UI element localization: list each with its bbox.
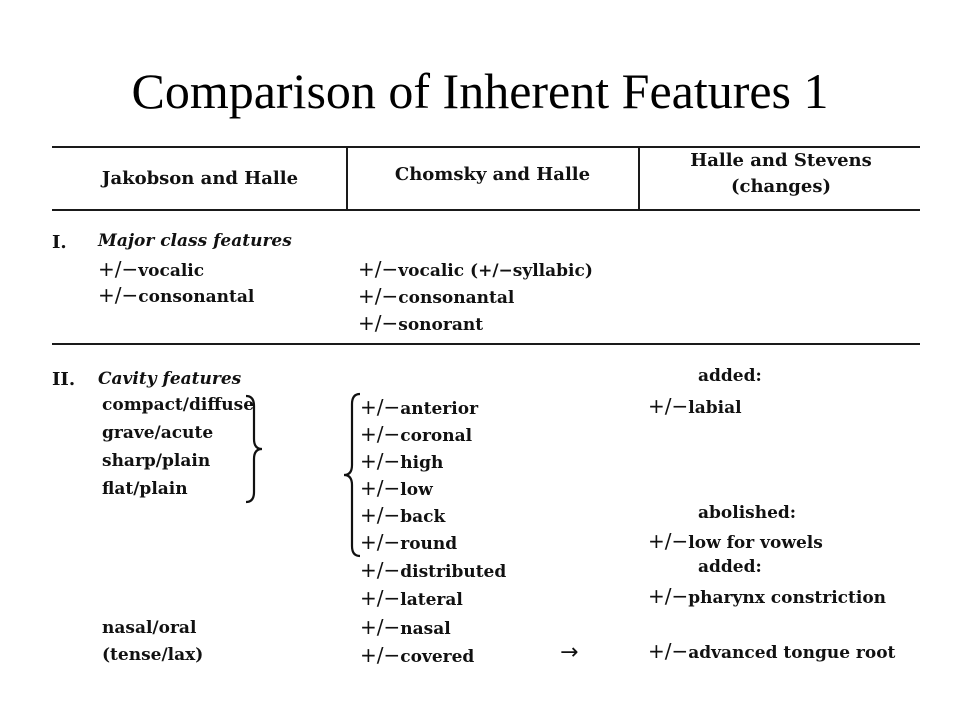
header-chomsky-halle: Chomsky and Halle <box>394 164 591 185</box>
feature-row <box>98 285 254 306</box>
plus-minus-sign: +/− <box>360 615 401 639</box>
feature-label: covered <box>400 647 475 667</box>
feature-row <box>358 259 593 280</box>
plus-minus-sign: +/− <box>360 643 401 667</box>
feature-label: coronal <box>400 426 473 446</box>
feature-row <box>98 259 204 280</box>
section-numeral: II. <box>52 369 76 390</box>
section-numeral: I. <box>52 232 67 253</box>
right-arrow-icon: → <box>560 640 579 665</box>
right-brace <box>244 394 266 504</box>
feature-label: labial <box>688 398 742 418</box>
feature-row <box>360 560 506 581</box>
column-divider-2 <box>638 146 640 210</box>
feature-label: (tense/lax) <box>102 645 204 665</box>
plus-minus-sign: +/− <box>358 284 399 308</box>
plus-minus-sign: +/− <box>648 639 689 663</box>
section-label: Cavity features <box>98 369 242 389</box>
plus-minus-sign: +/− <box>648 394 689 418</box>
feature-label: back <box>400 507 446 527</box>
feature-row <box>648 531 823 552</box>
header-halle-stevens: Halle and Stevens <box>690 150 872 171</box>
plus-minus-sign: +/− <box>358 311 399 335</box>
feature-row <box>360 451 443 472</box>
feature-row <box>360 424 472 445</box>
feature-label: anterior <box>400 399 479 419</box>
feature-label: advanced tongue root <box>688 643 896 663</box>
feature-label: sharp/plain <box>102 451 211 471</box>
plus-minus-sign: +/− <box>358 257 399 281</box>
feature-row <box>360 505 445 526</box>
feature-label: sonorant <box>398 315 484 335</box>
feature-label: compact/diffuse <box>102 395 255 415</box>
table-top-rule <box>52 146 920 148</box>
section-divider-rule <box>52 343 920 345</box>
section-label: Major class features <box>98 231 292 251</box>
feature-row <box>360 397 478 418</box>
feature-row <box>648 641 895 662</box>
header-halle-stevens-changes: (changes) <box>730 176 831 197</box>
left-brace <box>340 392 362 558</box>
plus-minus-sign: +/− <box>648 529 689 553</box>
plus-minus-sign: +/− <box>98 257 139 281</box>
feature-row <box>360 478 433 499</box>
feature-label: distributed <box>400 562 507 582</box>
feature-label: low <box>400 480 433 500</box>
feature-label: flat/plain <box>102 479 188 499</box>
change-note: added: <box>698 366 762 386</box>
feature-label: consonantal <box>138 287 255 307</box>
plus-minus-sign: +/− <box>360 530 401 554</box>
feature-label: nasal/oral <box>102 618 197 638</box>
feature-label: vocalic (+/−syllabic) <box>398 261 593 281</box>
header-jakobson-halle: Jakobson and Halle <box>101 168 299 189</box>
header-bottom-rule <box>52 209 920 211</box>
feature-row <box>360 645 474 666</box>
feature-label: low for vowels <box>688 533 823 553</box>
plus-minus-sign: +/− <box>98 283 139 307</box>
feature-row <box>648 396 742 417</box>
feature-row <box>360 617 451 638</box>
plus-minus-sign: +/− <box>648 584 689 608</box>
change-note: added: <box>698 557 762 577</box>
feature-row <box>358 313 483 334</box>
feature-label: round <box>400 534 458 554</box>
change-note: abolished: <box>698 503 797 523</box>
feature-row <box>360 588 463 609</box>
feature-row <box>648 586 886 607</box>
plus-minus-sign: +/− <box>360 503 401 527</box>
column-divider-1 <box>346 146 348 210</box>
plus-minus-sign: +/− <box>360 422 401 446</box>
plus-minus-sign: +/− <box>360 476 401 500</box>
feature-row <box>360 532 457 553</box>
plus-minus-sign: +/− <box>360 586 401 610</box>
feature-row <box>358 286 514 307</box>
plus-minus-sign: +/− <box>360 395 401 419</box>
feature-label: vocalic <box>138 261 205 281</box>
plus-minus-sign: +/− <box>360 558 401 582</box>
plus-minus-sign: +/− <box>360 449 401 473</box>
feature-label: nasal <box>400 619 451 639</box>
feature-label: pharynx constriction <box>688 588 887 608</box>
feature-label: grave/acute <box>102 423 214 443</box>
feature-label: consonantal <box>398 288 515 308</box>
feature-label: lateral <box>400 590 463 610</box>
feature-label: high <box>400 453 444 473</box>
page-title: Comparison of Inherent Features 1 <box>131 63 829 119</box>
